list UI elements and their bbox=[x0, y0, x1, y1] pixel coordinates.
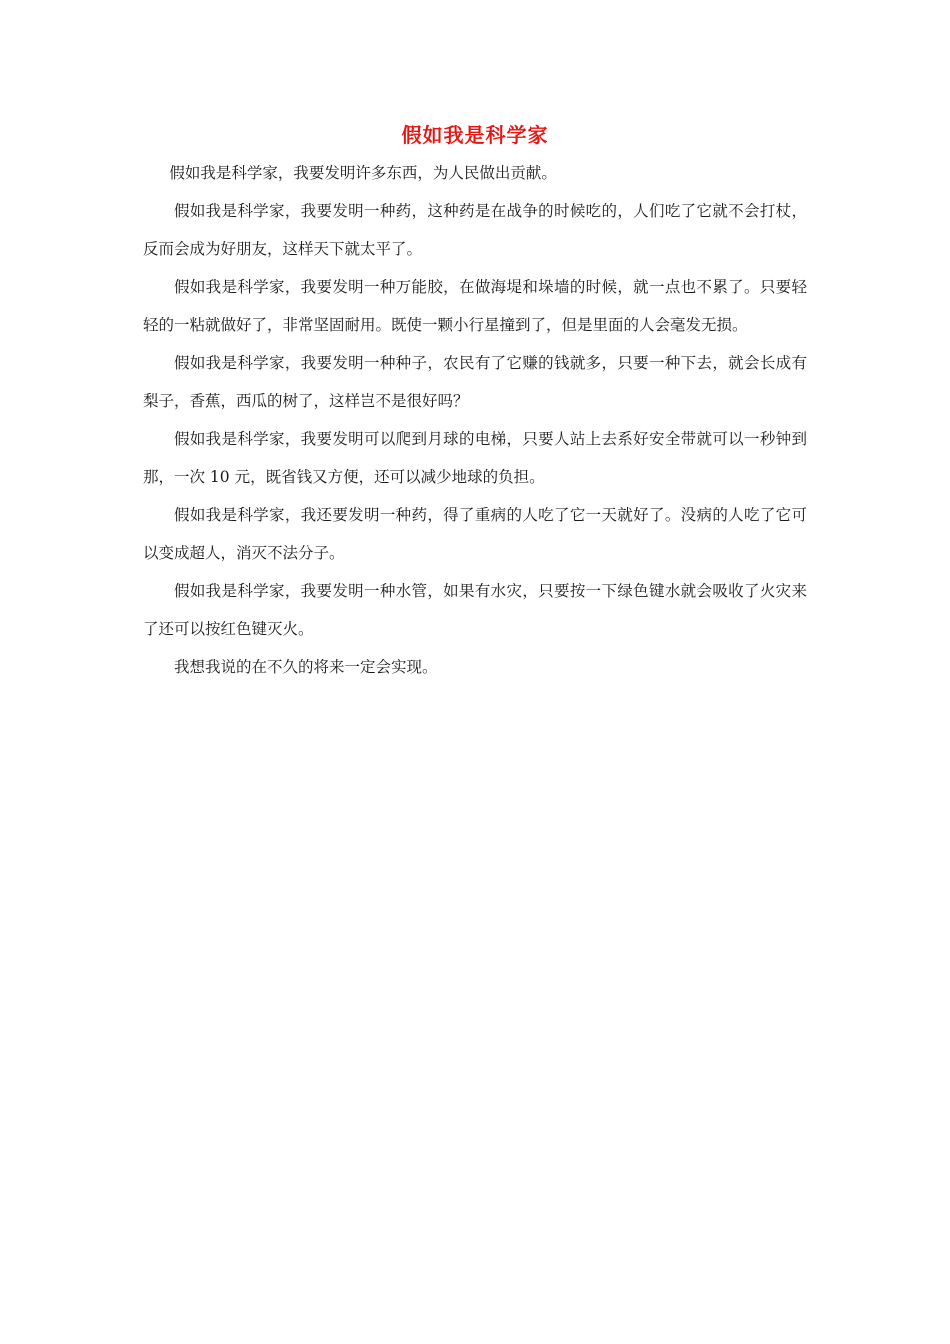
document-body bbox=[143, 158, 807, 686]
paragraph-2: 假如我是科学家，我要发明一种药，这种药是在战争的时候吃的，人们吃了它就不会打杖，反而会成为好朋友，这样天下就太平了。 bbox=[143, 202, 807, 258]
paragraph-4: 假如我是科学家，我要发明一种种子，农民有了它赚的钱就多，只要一种下去，就会长成有梨子，香蕉，西瓜的树了，这样岂不是很好吗？ bbox=[143, 354, 807, 410]
paragraph-7: 假如我是科学家，我要发明一种水管，如果有水灾，只要按一下绿色键水就会吸收了火灾来了还可以按红色键灭火。 bbox=[143, 582, 807, 638]
paragraph-5: 假如我是科学家，我要发明可以爬到月球的电梯，只要人站上去系好安全带就可以一秒钟到那，一次 10 元，既省钱又方便，还可以减少地球的负担。 bbox=[143, 430, 807, 486]
document-title: 假如我是科学家 bbox=[401, 123, 549, 147]
paragraph-3: 假如我是科学家，我要发明一种万能胶，在做海堤和垛墙的时候，就一点也不累了。只要轻轻的一粘就做好了，非常坚固耐用。既使一颗小行星撞到了，但是里面的人会毫发无损。 bbox=[143, 278, 807, 334]
paragraph-8: 我想我说的在不久的将来一定会实现。 bbox=[174, 658, 438, 676]
paragraph-1: 假如我是科学家，我要发明许多东西，为人民做出贡献。 bbox=[169, 164, 557, 182]
paragraph-6: 假如我是科学家，我还要发明一种药，得了重病的人吃了它一天就好了。没病的人吃了它可以变成超人，消灭不法分子。 bbox=[143, 506, 807, 562]
